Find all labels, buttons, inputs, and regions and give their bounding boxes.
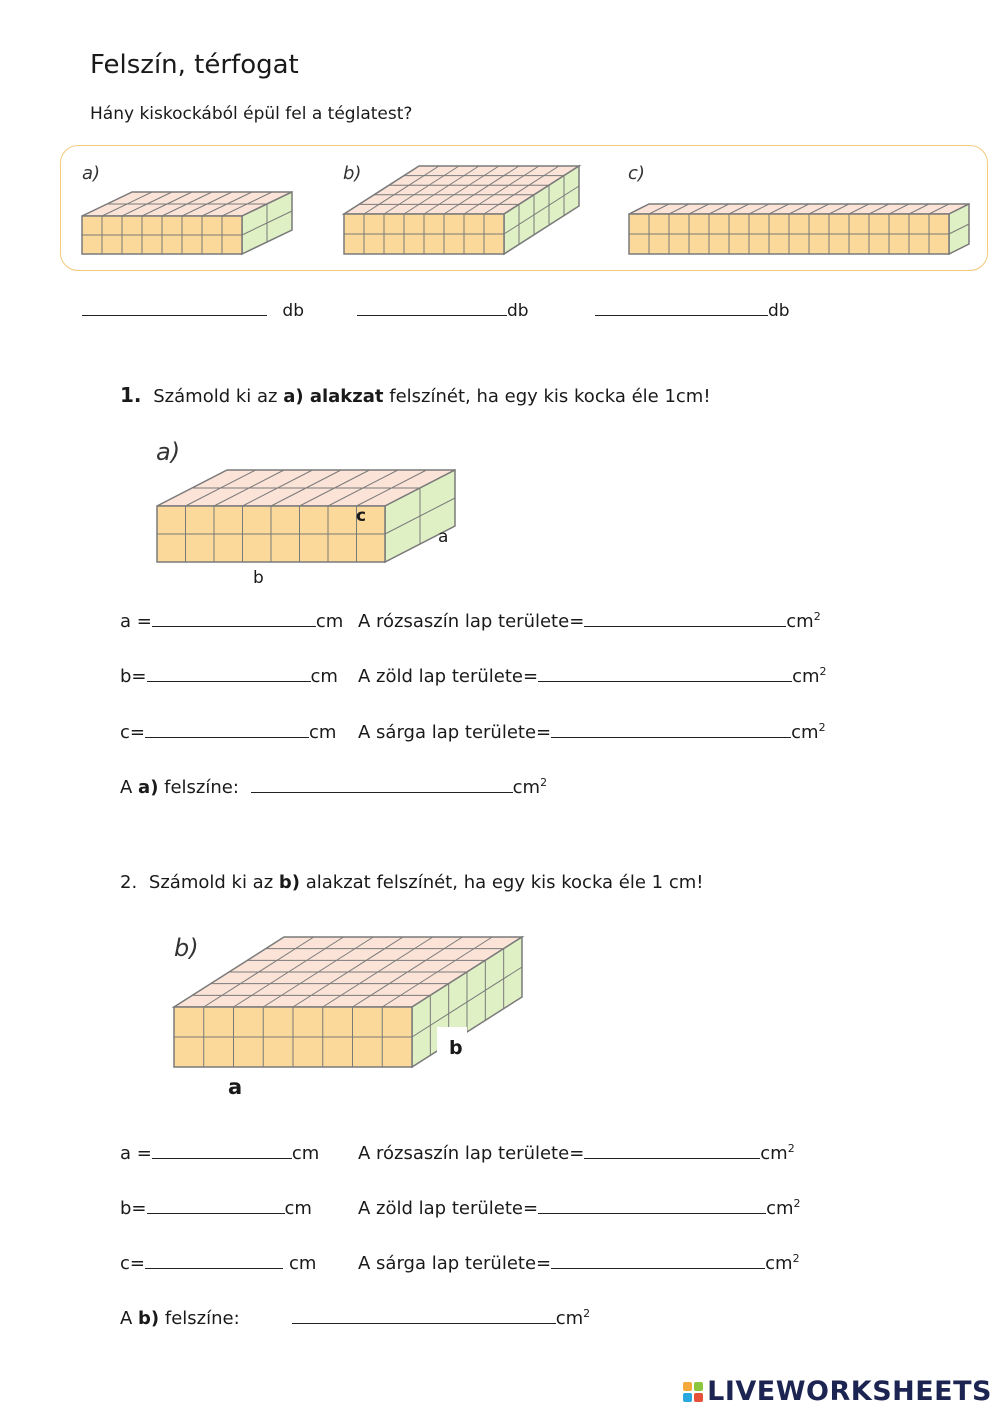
answer-c-blank[interactable]: [145, 720, 309, 738]
task1-yellow-area: A sárga lap területe= $cm^2$: [358, 721, 826, 743]
surface-a-blank[interactable]: [251, 775, 513, 793]
task1-surface: A a) felszíne: $cm^2$: [120, 776, 548, 798]
task1-pink-area: A rózsaszín lap területe= $cm^2$: [358, 610, 821, 632]
yellow-area-blank[interactable]: [551, 1251, 765, 1269]
task2-surface: A b) felszíne: $cm^2$: [120, 1307, 591, 1329]
box-c-small: [627, 198, 972, 258]
task1-number: 1.: [120, 383, 142, 407]
count-answer-b[interactable]: [357, 298, 529, 321]
task2-row-c: c= cm: [120, 1253, 317, 1274]
edge-label-b: b: [449, 1037, 463, 1059]
edge-label-a: a: [438, 527, 449, 547]
task2-row-a: a = cm: [120, 1143, 320, 1164]
edge-label-a: a: [228, 1075, 243, 1099]
liveworksheets-logo[interactable]: [683, 1376, 992, 1407]
unit-db: db: [507, 301, 529, 321]
logo-icon: [683, 1382, 703, 1402]
edge-label-c: c: [356, 506, 367, 526]
task2-row-b: b= cm: [120, 1198, 312, 1219]
answer-a-blank[interactable]: [152, 1141, 292, 1159]
task2-prompt: 2. Számold ki az b) alakzat felszínét, ha egy kis kocka éle 1 cm!: [120, 872, 704, 893]
task1-row-b: b= cm: [120, 666, 338, 687]
task1-row-a: a = cm: [120, 611, 344, 632]
count-answer-c[interactable]: [595, 298, 790, 321]
pink-area-blank[interactable]: [584, 1141, 760, 1159]
logo-text: LIVEWORKSHEETS: [707, 1376, 992, 1407]
figure-c-label: c): [628, 163, 645, 184]
task2-yellow-area: A sárga lap területe= $cm^2$: [358, 1252, 800, 1274]
task2-box: [172, 933, 527, 1070]
task2-number: 2.: [120, 872, 138, 893]
task2-pink-area: A rózsaszín lap területe= $cm^2$: [358, 1142, 795, 1164]
green-area-blank[interactable]: [538, 1196, 766, 1214]
question-text: Hány kiskockából épül fel a téglatest?: [90, 104, 413, 124]
answer-a-blank[interactable]: [152, 609, 316, 627]
page-title: Felszín, térfogat: [90, 50, 299, 80]
yellow-area-blank[interactable]: [551, 720, 791, 738]
answer-b-blank[interactable]: [147, 1196, 285, 1214]
box-b-small: [342, 162, 582, 257]
edge-label-b: b: [253, 568, 264, 588]
figure-a-label: a): [82, 163, 101, 184]
answer-b-blank[interactable]: [147, 664, 311, 682]
answer-c-blank[interactable]: [145, 1251, 283, 1269]
unit-db: db: [768, 301, 790, 321]
count-answer-a[interactable]: [82, 298, 304, 321]
task1-box: [155, 468, 460, 566]
unit-db: db: [282, 301, 304, 321]
task1-row-c: c= cm: [120, 722, 337, 743]
pink-area-blank[interactable]: [584, 609, 786, 627]
task2-green-area: A zöld lap területe= $cm^2$: [358, 1197, 801, 1219]
figure-b-label: b): [343, 163, 362, 184]
task1-green-area: A zöld lap területe= $cm^2$: [358, 665, 827, 687]
green-area-blank[interactable]: [538, 664, 792, 682]
task1-prompt: 1. Számold ki az a) alakzat felszínét, ha egy kis kocka éle 1cm!: [120, 383, 711, 407]
task2-figure-label: b): [174, 934, 199, 962]
task1-figure-label: a): [156, 438, 181, 466]
surface-b-blank[interactable]: [292, 1306, 556, 1324]
box-a-small: [80, 186, 295, 256]
